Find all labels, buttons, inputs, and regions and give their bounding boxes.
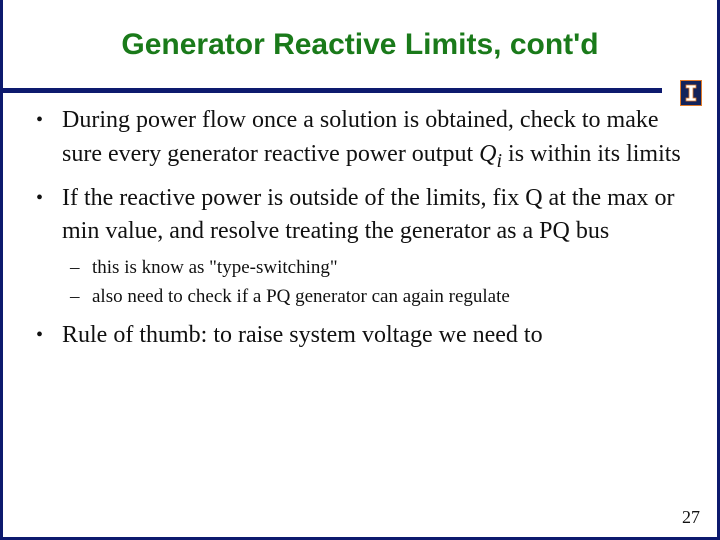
slide-border-left [0, 0, 3, 540]
sub-bullet-text: also need to check if a PQ generator can again regulate [92, 285, 510, 307]
bullet-text-continued: is within its limits [502, 140, 681, 167]
bullet-item [30, 182, 700, 249]
sub-bullet-item [30, 253, 700, 282]
bullet-text: Rule of thumb: to raise system voltage we need to [62, 321, 543, 348]
bullet-text: If the reactive power is outside of the limits, fix Q at the max or min value, and resolve treating the generator as a PQ bus [62, 184, 675, 245]
sub-bullet-text: this is know as "type-switching" [92, 256, 338, 278]
dash-icon: – [70, 256, 80, 278]
math-variable: $Q_i$ [479, 140, 503, 172]
university-block-i-icon [680, 80, 702, 106]
bullet-text: During power flow once a solution is obtained, check to make sure every generator reactive power output [62, 107, 659, 167]
math-subscript: i [496, 149, 503, 172]
page-number: 27 [682, 507, 700, 527]
slide-title: Generator Reactive Limits, cont'd [121, 28, 599, 61]
bullet-dot-icon: • [36, 323, 44, 346]
sub-bullet-item [30, 282, 700, 311]
title-divider [0, 88, 662, 93]
dash-icon: – [70, 285, 80, 307]
bullet-item [30, 104, 700, 178]
bullet-dot-icon: • [36, 109, 44, 131]
slide-content [30, 104, 700, 356]
bullet-item [30, 319, 700, 353]
bullet-dot-icon: • [36, 186, 44, 209]
